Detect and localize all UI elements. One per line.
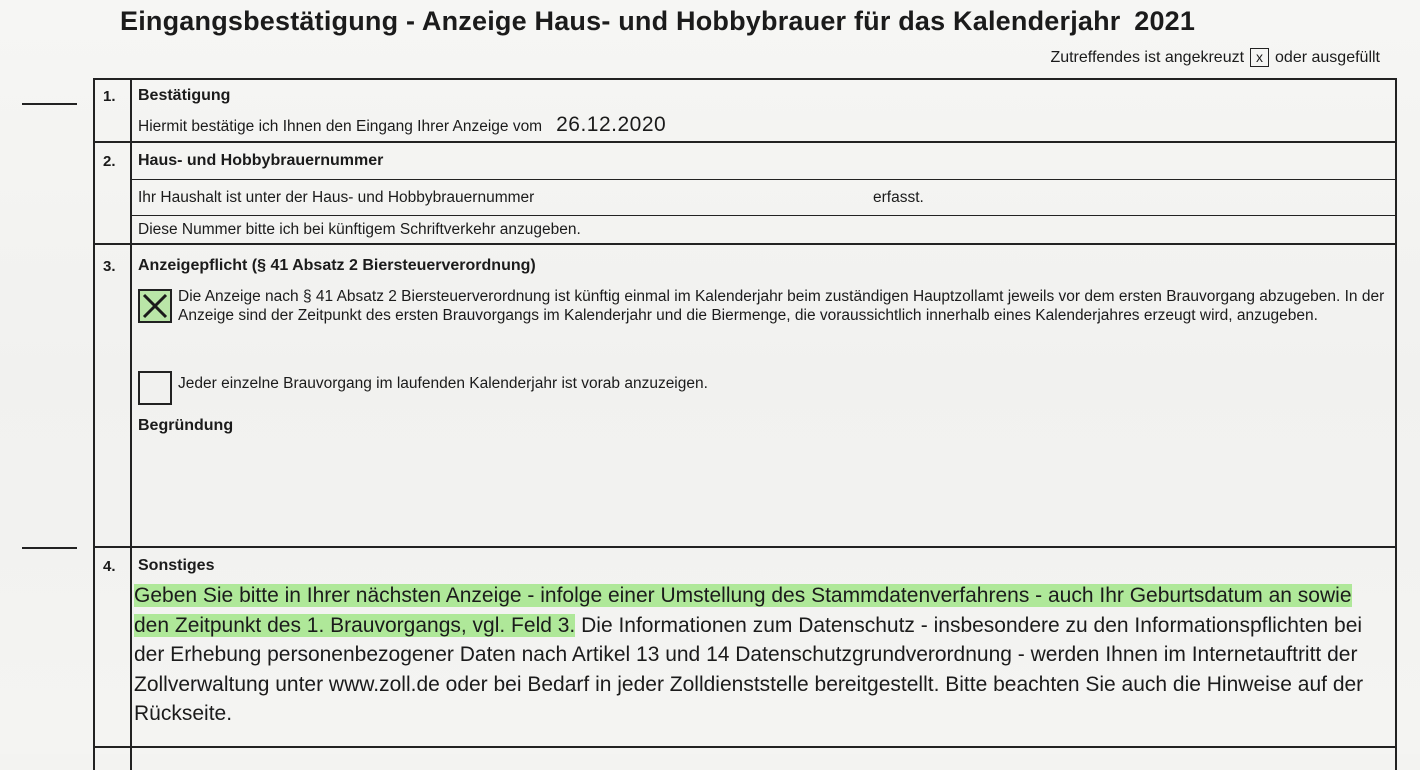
annual-notice-text: Die Anzeige nach § 41 Absatz 2 Biersteuerverordnung ist künftig einmal im Kalenderjahr beim zuständigen Hauptzollamt jeweils vor dem ersten Brauvorgang abzugeben. In der Anzeige sind der Zeitpunkt des ersten Brauvorgangs im Kalenderjahr und die Biermenge, die voraussichtlich innerhalb eines Kalenderjahres erzeugt wird, anzugeben. [178, 288, 1385, 324]
section-divider [95, 243, 1395, 245]
legend-post: oder ausgefüllt [1275, 48, 1380, 66]
confirmation-text: Hiermit bestätige ich Ihnen den Eingang Ihrer Anzeige vom [138, 118, 543, 135]
notice-date: 26.12.2020 [556, 113, 667, 136]
legend-pre: Zutreffendes ist angekreuzt [1050, 48, 1245, 66]
section-1-number: 1. [103, 88, 116, 105]
section-divider [95, 746, 1395, 748]
form-table [93, 78, 1397, 770]
section-2-heading: Haus- und Hobbybrauernummer [138, 152, 384, 169]
legend-checkbox-icon: x [1250, 48, 1269, 67]
section-divider [95, 141, 1395, 143]
privacy-notice: Die Informationen zum Datenschutz - insbesondere zu den Informationspflichten bei der Erhebung personenbezogener Daten nach Artikel 13 und 14 Datenschutzgrundverordnung - werden Ihnen im Internetauftritt der Zollverwaltung unter www.zoll.de oder bei Bedarf in jeder Zolldienststelle bereitgestellt. Bitte beachten Sie auch die Hinweise auf der Rückseite. [134, 613, 1364, 725]
fold-mark-top [22, 103, 77, 105]
document-title [120, 6, 1195, 37]
section-1-text [138, 113, 666, 137]
brewer-number-suffix: erfasst. [873, 189, 924, 206]
title-year: 2021 [1134, 6, 1196, 36]
section-divider [95, 546, 1395, 548]
brewer-number-note: Diese Nummer bitte ich bei künftigem Schriftverkehr anzugeben. [138, 221, 581, 238]
section-2-number: 2. [103, 153, 116, 170]
fold-mark-bottom [22, 547, 77, 549]
inner-divider [132, 215, 1395, 216]
section-4-heading: Sonstiges [138, 557, 215, 574]
each-brew-notice-text: Jeder einzelne Brauvorgang im laufenden Kalenderjahr ist vorab anzuzeigen. [178, 375, 708, 392]
number-column-divider [130, 80, 132, 770]
inner-divider [132, 179, 1395, 180]
highlighted-request: Geben Sie bitte in Ihrer nächsten Anzeige - infolge einer Umstellung des Stammdatenverfahrens - auch Ihr Geburtsdatum an sowie den Zeitpunkt des 1. Brauvorgangs, vgl. Feld 3. [134, 584, 1352, 637]
checkmark-x-icon [140, 291, 170, 321]
section-1-heading: Bestätigung [138, 87, 231, 104]
each-brew-notice-checkbox[interactable] [138, 371, 172, 405]
title-text: Eingangsbestätigung - Anzeige Haus- und Hobbybrauer für das Kalenderjahr [120, 6, 1121, 36]
fill-legend [1050, 48, 1380, 67]
section-3-heading: Anzeigepflicht (§ 41 Absatz 2 Biersteuerverordnung) [138, 257, 536, 274]
brewer-number-line: Ihr Haushalt ist unter der Haus- und Hobbybrauernummer [138, 189, 535, 206]
section-3-number: 3. [103, 258, 116, 275]
section-4-number: 4. [103, 558, 116, 575]
reason-label: Begründung [138, 417, 234, 434]
annual-notice-checkbox[interactable] [138, 289, 172, 323]
misc-paragraph [134, 581, 1389, 729]
